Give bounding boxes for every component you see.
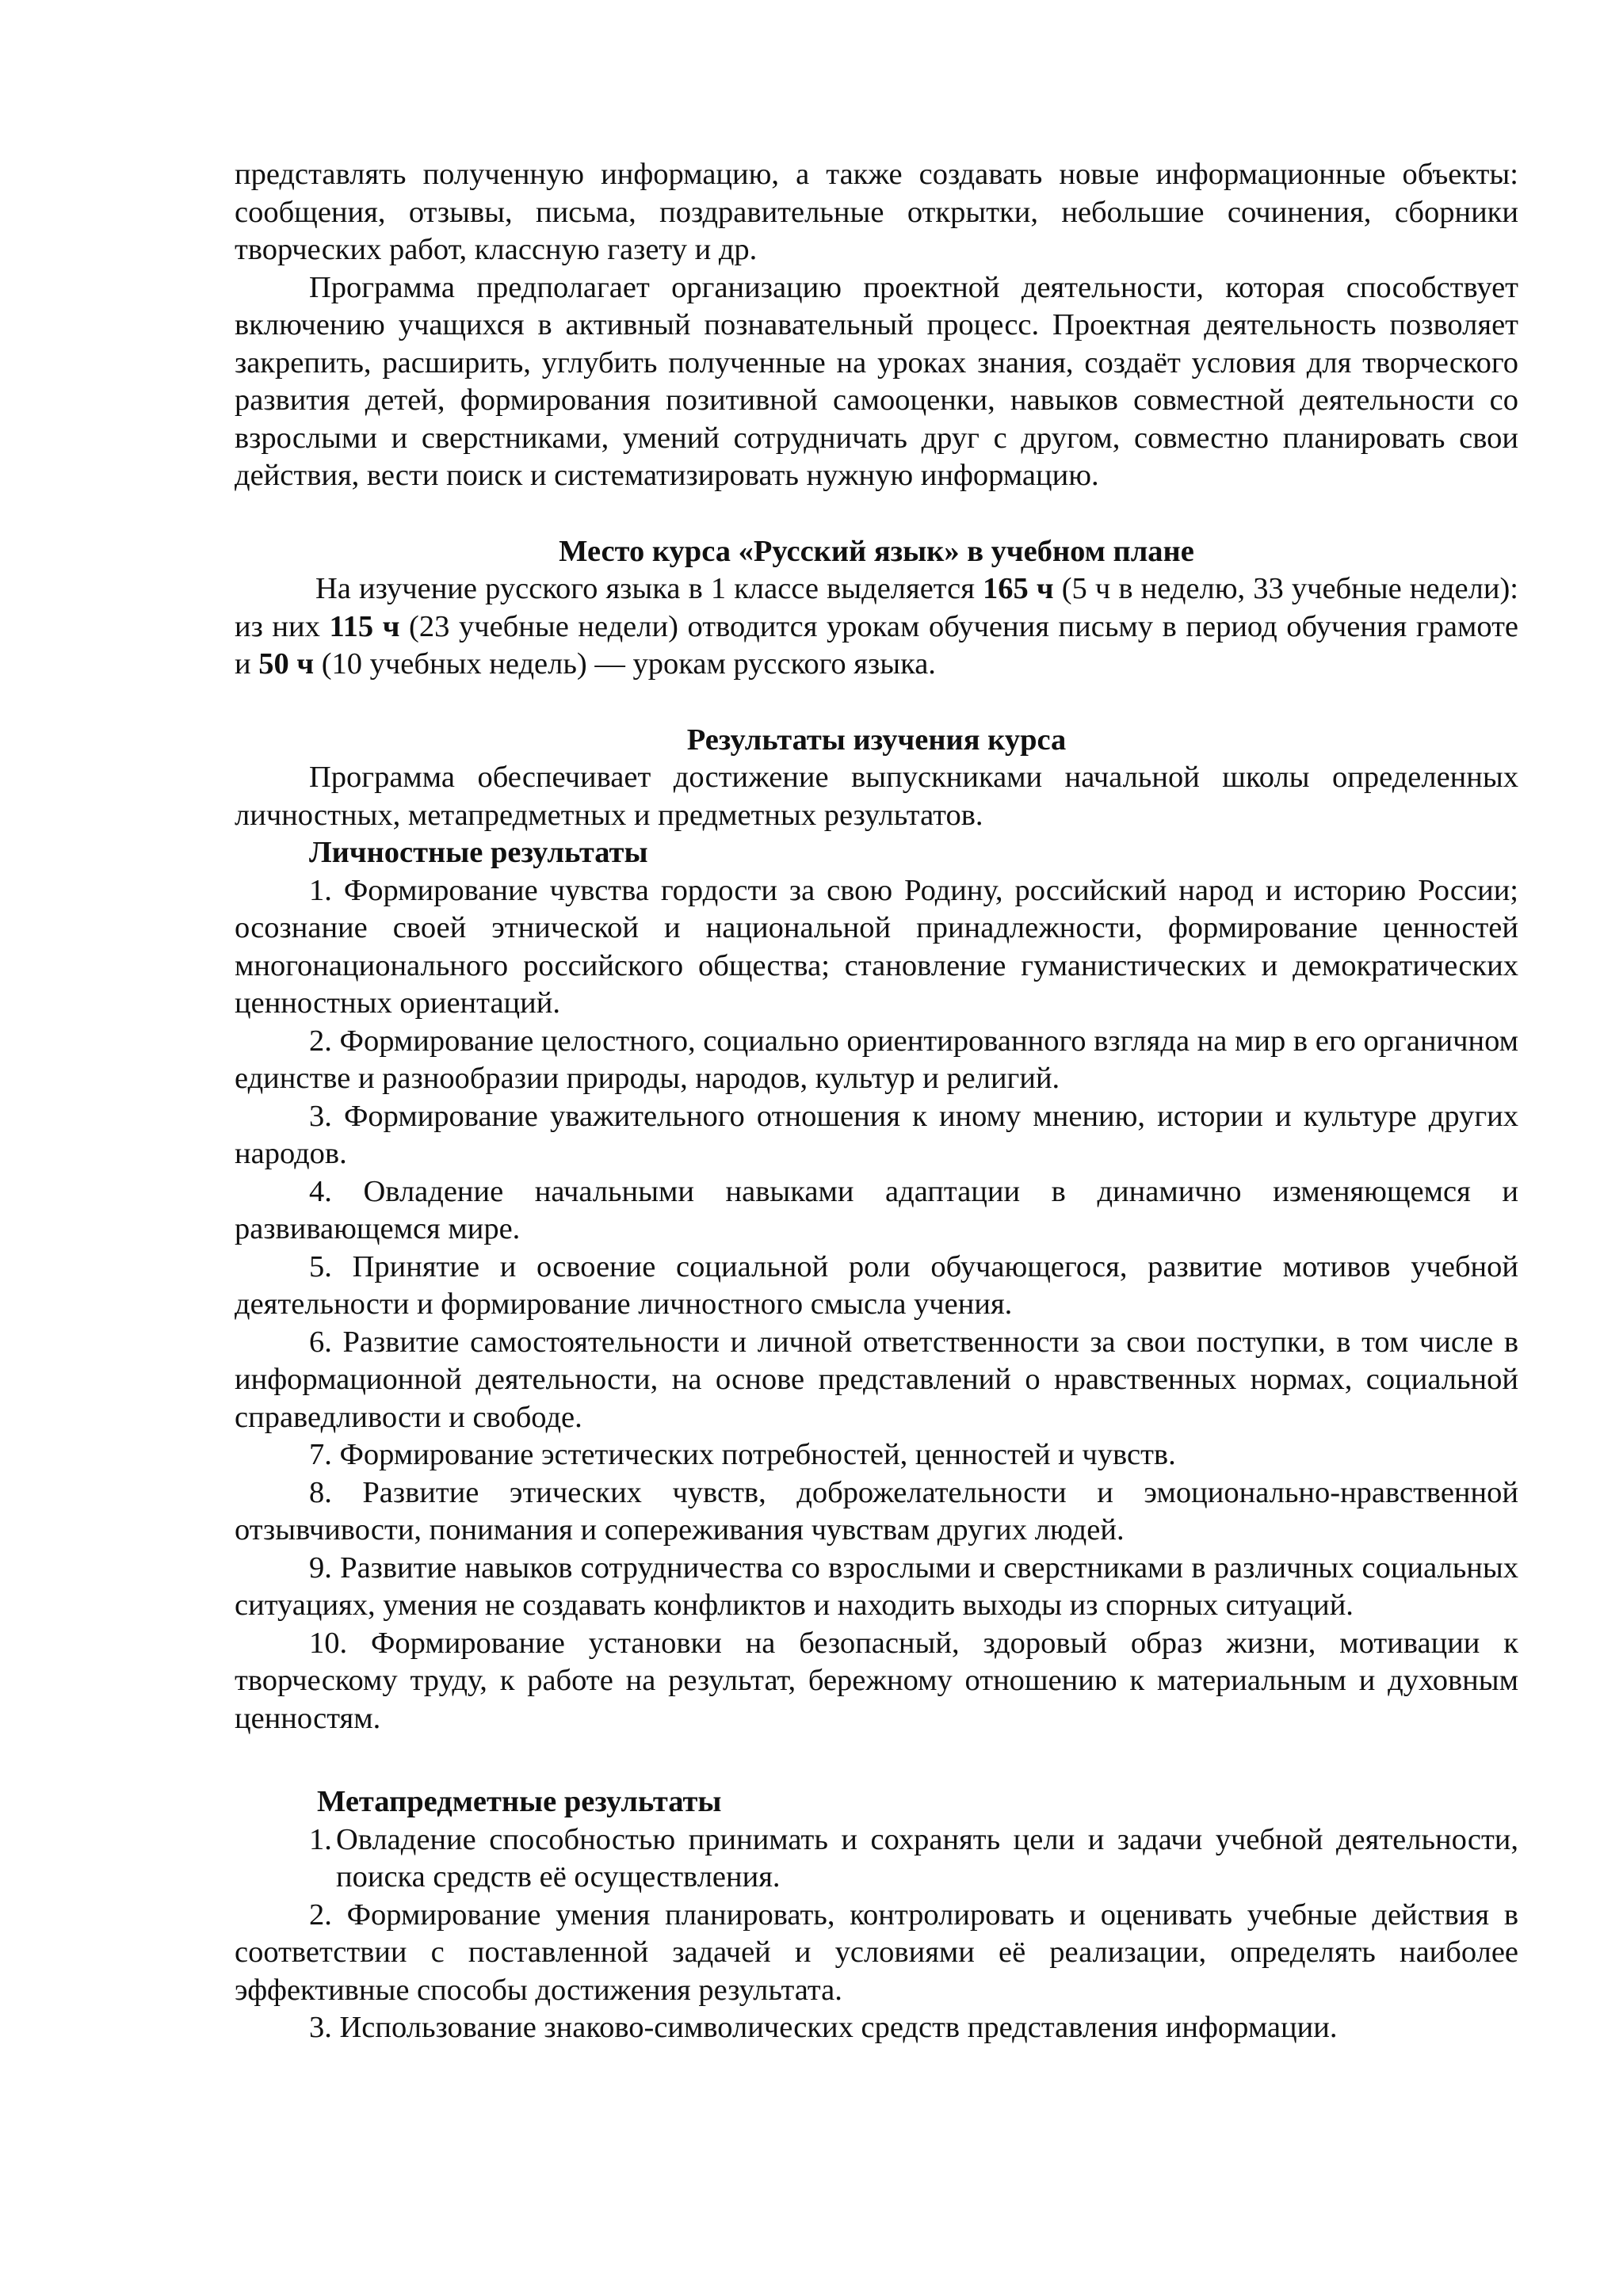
hours-russian: 50 ч <box>258 647 315 681</box>
intro-paragraph-2: Программа предполагает организацию проектной деятельности, которая способствует включению учащихся в активный познавательный процесс. Проектная деятельность позволяет закрепить, расширить, углубить полученные на уроках знания, создаёт условия для творческого развития детей, формирования позитивной самооценки, навыков совместной деятельности со взрослыми и сверстниками, умений сотрудничать друг с другом, совместно планировать свои действия, вести поиск и систематизировать нужную информацию. <box>235 270 1518 492</box>
personal-result-item: 4. Овладение начальными навыками адаптации в динамично изменяющемся и развивающемся мире. <box>235 1174 1518 1245</box>
spacer <box>235 1737 1518 1783</box>
results-intro-paragraph: Программа обеспечивает достижение выпускниками начальной школы определенных личностных, метапредметных и предметных результатов. <box>235 761 1518 832</box>
meta-results-heading: Метапредметные результаты <box>317 1785 722 1818</box>
meta-result-item: 2. Формирование умения планировать, контролировать и оценивать учебные действия в соответствии с поставленной задачей и условиями её реализации, определять наиболее эффективные способы достижения результата. <box>235 1897 1518 2007</box>
document-body <box>235 156 1518 2047</box>
personal-result-item: 7. Формирование эстетических потребностей, ценностей и чувств. <box>309 1438 1176 1471</box>
meta-result-text-1: Овладение способностью принимать и сохранять цели и задачи учебной деятельности, поиска средств её осуществления. <box>336 1822 1518 1894</box>
hours-text-2: (5 ч в неделю, 33 учебные недели): из них <box>235 572 1518 643</box>
hours-text-1: На изучение русского языка в 1 классе выделяется <box>315 572 983 605</box>
personal-result-item: 2. Формирование целостного, социально ориентированного взгляда на мир в его органичном единстве и разнообразии природы, народов, культур и религий. <box>235 1024 1518 1095</box>
personal-result-item: 10. Формирование установки на безопасный, здоровый образ жизни, мотивации к творческому труду, к работе на результат, бережному отношению к материальным и духовным ценностям. <box>235 1626 1518 1735</box>
spacer <box>235 495 1518 533</box>
personal-result-item: 9. Развитие навыков сотрудничества со взрослыми и сверстниками в различных социальных ситуациях, умения не создавать конфликтов и находить выходы из спорных ситуаций. <box>235 1550 1518 1622</box>
hours-writing: 115 ч <box>329 609 400 643</box>
spacer <box>235 684 1518 722</box>
personal-result-item: 6. Развитие самостоятельности и личной ответственности за свои поступки, в том числе в информационной деятельности, на основе представлений о нравственных нормах, социальной справедливости и свободе. <box>235 1325 1518 1434</box>
meta-result-item <box>235 1821 1518 1897</box>
hours-text-3: (23 учебные недели) отводится урокам обучения письму в период обучения грамоте и <box>235 609 1518 681</box>
course-hours-paragraph <box>235 570 1518 684</box>
personal-result-item: 1. Формирование чувства гордости за свою Родину, российский народ и историю России; осознание своей этнической и национальной принадлежности, формирование ценностей многонационального российского общества; становление гуманистических и демократических ценностных ориентаций. <box>235 873 1518 1020</box>
personal-result-item: 5. Принятие и освоение социальной роли обучающегося, развитие мотивов учебной деятельности и формирование личностного смысла учения. <box>235 1249 1518 1321</box>
meta-result-number: 1. <box>309 1822 332 1856</box>
hours-total: 165 ч <box>983 572 1054 605</box>
section-heading-results: Результаты изучения курса <box>686 723 1067 757</box>
meta-result-text <box>336 1821 1518 1897</box>
personal-result-item: 8. Развитие этических чувств, доброжелательности и эмоционально-нравственной отзывчивости, понимания и сопереживания чувствам других людей. <box>235 1475 1518 1547</box>
intro-paragraph-1: представлять полученную информацию, а также создавать новые информационные объекты: сообщения, отзывы, письма, поздравительные открытки, небольшие сочинения, сборники творческих работ, классную газету и др. <box>235 158 1518 266</box>
section-heading-course-place: Место курса «Русский язык» в учебном плане <box>559 534 1194 568</box>
meta-result-item: 3. Использование знаково-символических средств представления информации. <box>309 2011 1338 2044</box>
hours-text-4: (10 учебных недель) — урокам русского языка. <box>314 647 936 681</box>
personal-results-heading: Личностные результаты <box>309 836 648 869</box>
personal-result-item: 3. Формирование уважительного отношения к иному мнению, истории и культуре других народов. <box>235 1099 1518 1170</box>
